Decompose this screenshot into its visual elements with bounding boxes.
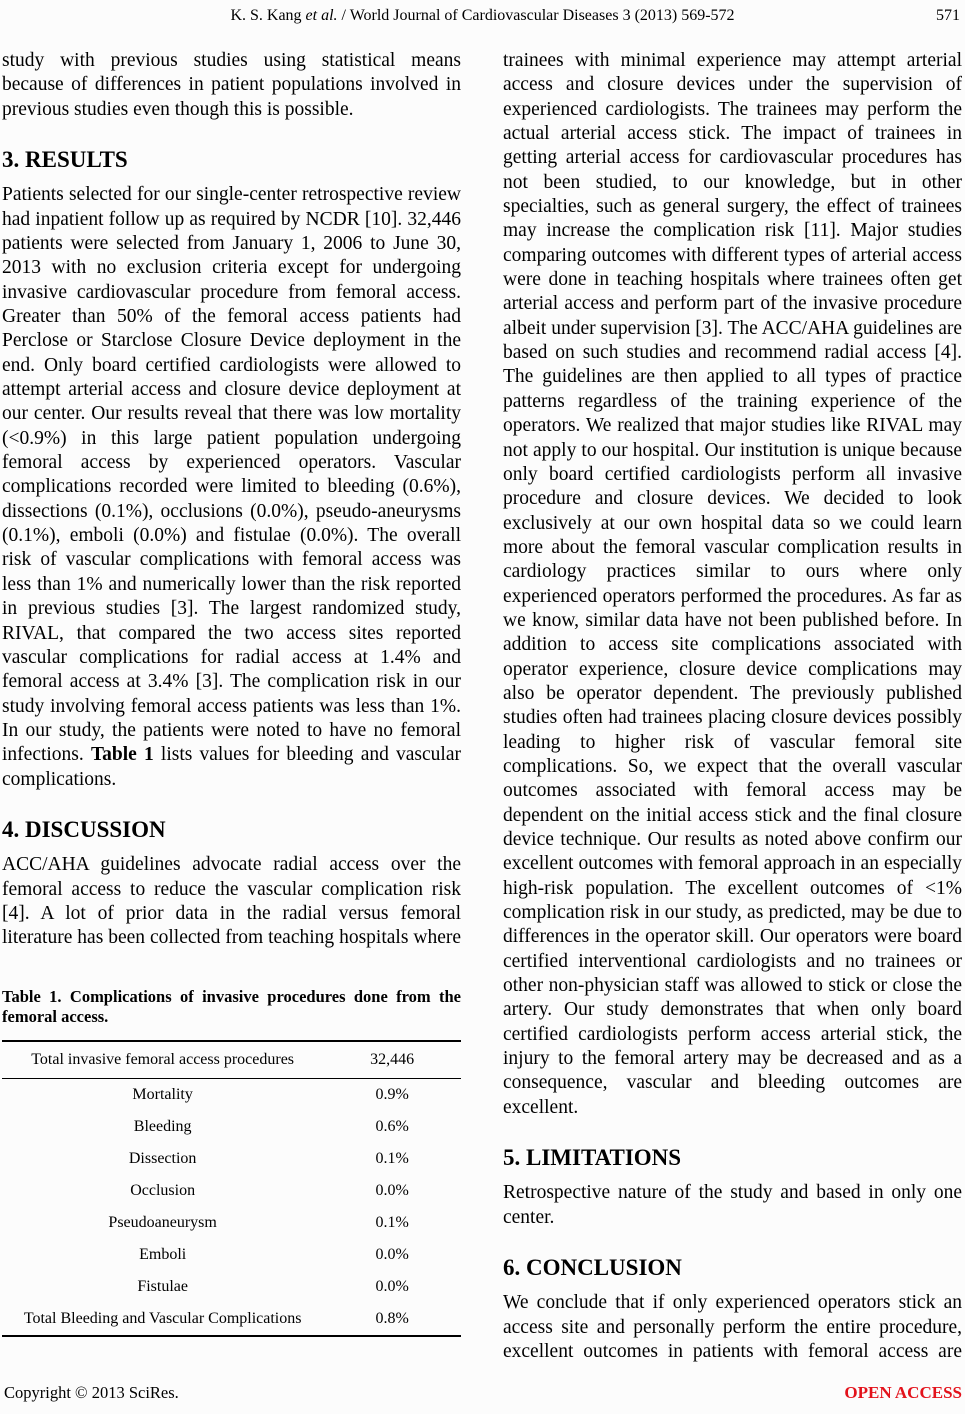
right-column xyxy=(503,49,962,1364)
table-row xyxy=(2,1207,461,1239)
complication-value-cell: 0.0% xyxy=(375,1245,409,1263)
table-row xyxy=(2,1175,461,1207)
limitations-heading: 5. LIMITATIONS xyxy=(503,1145,682,1171)
complication-label-cell: Dissection xyxy=(128,1149,197,1167)
running-title-journal: / World Journal of Cardiovascular Diseases 3 (2013) 569-572 xyxy=(337,7,735,24)
table-1-caption: Table 1. Complications of invasive procedures done from the femoral access. xyxy=(2,986,461,1026)
complication-value-cell: 0.8% xyxy=(375,1309,409,1327)
complications-table xyxy=(2,1040,461,1337)
complication-value-cell: 0.0% xyxy=(375,1277,409,1295)
copyright-notice: Copyright © 2013 SciRes. xyxy=(4,1383,179,1402)
table-row xyxy=(2,1271,461,1303)
open-access-label: OPEN ACCESS xyxy=(844,1383,962,1402)
complication-label-cell: Pseudoaneurysm xyxy=(108,1213,217,1231)
complication-label-cell: Bleeding xyxy=(133,1117,192,1135)
two-column-body xyxy=(0,49,965,1364)
left-column xyxy=(2,49,461,1364)
complication-label-cell: Occlusion xyxy=(130,1181,196,1199)
page-number: 571 xyxy=(936,7,960,24)
table-row xyxy=(2,1041,461,1079)
complication-value-cell: 32,446 xyxy=(323,1041,461,1079)
complication-value-cell: 0.1% xyxy=(375,1213,409,1231)
complication-label-cell: Total invasive femoral access procedures xyxy=(2,1041,323,1079)
complication-value-cell: 0.9% xyxy=(375,1085,409,1103)
running-title-authors: K. S. Kang xyxy=(230,7,306,24)
table-row xyxy=(2,1303,461,1336)
results-paragraph xyxy=(2,183,461,792)
discussion-paragraph: ACC/AHA guidelines advocate radial access over the femoral access to reduce the vascular complication risk [4]. A lot of prior data in the radial versus femoral literature has been collected from teaching hospitals where xyxy=(2,854,461,949)
results-text-1: Patients selected for our single-center retrospective review had inpatient follow up as required by NCDR [10]. 32,446 patients were selected from January 1, 2006 to June 30, 2013 with no exclusion criteria except for undergoing invasive cardiovascular procedure from femoral access. Greater than 50% of the femoral access patients had Perclose or Starclose Closure Device deployment in the end. Only board certified cardiologists were allowed to attempt arterial access and closure device deployment at our center. Our results reveal that there was low mortality (<0.9%) in this large patient population undergoing femoral access by experienced operators. Vascular complications recorded were limited to bleeding (0.6%), dissections (0.1%), occlusions (0.0%), pseudo-aneurysms (0.1%), emboli (0.0%) and fistulae (0.0%). The overall risk of vascular complications with femoral access was less than 1% and numerically lower than the risk reported in previous studies [3]. The largest randomized study, RIVAL, that compared the two access sites reported vascular complications for radial access at 1.4% and femoral access at 3.4% [3]. The complication risk in our study involving femoral access patients was less than 1%. In our study, the patients were noted to have no femoral infections. xyxy=(2,184,461,766)
running-title-etal: et al. xyxy=(305,7,338,24)
results-heading: 3. RESULTS xyxy=(2,147,128,173)
table-row xyxy=(2,1111,461,1143)
complication-label-cell: Mortality xyxy=(132,1085,193,1103)
running-title xyxy=(230,7,734,24)
conclusion-paragraph: We conclude that if only experienced operators stick an access site and personally perform the entire procedure, excellent outcomes in patients with femoral access are xyxy=(503,1292,962,1363)
complication-value-cell: 0.0% xyxy=(375,1181,409,1199)
results-text-2: lists values for bleeding and vascular complications. xyxy=(2,744,461,790)
conclusion-heading: 6. CONCLUSION xyxy=(503,1255,682,1281)
table-1-reference: Table 1 xyxy=(90,744,154,766)
complication-label-cell: Total Bleeding and Vascular Complications xyxy=(23,1309,302,1327)
carryover-paragraph: study with previous studies using statistical means because of differences in patient populations involved in previous studies even though this is possible. xyxy=(2,50,461,120)
discussion-heading: 4. DISCUSSION xyxy=(2,816,166,842)
discussion-continued-paragraph: trainees with minimal experience may attempt arterial access and closure devices under the supervision of experienced cardiologists. The trainees may perform the actual arterial access stick. The impact of trainees in getting arterial access for cardiovascular procedures has not been studied, to our knowledge, but in other specialties, such as general surgery, the effect of trainees may increase the complication risk [11]. Major studies comparing outcomes with different types of arterial access were done in teaching hospitals where trainees often get arterial access and perform part of the invasive procedure albeit under supervision [3]. The ACC/AHA guidelines are based on such studies and recommend radial access [4]. The guidelines are then applied to all types of practice patterns regardless of the training experience of the operators. We realized that major studies like RIVAL may not apply to our hospital. Our institution is unique because only board certified cardiologists perform all invasive procedure and closure devices. We decided to look exclusively at our own hospital data so we could learn more about the femoral vascular complication results in cardiology practices similar to ours where only experienced operators performed the procedures. As far as we know, similar data have not been published before. In addition to access site complications associated with operator experience, closure device complications may also be operator dependent. The previously published studies often had trainees placing closure devices possibly leading to higher risk of vascular femoral site complications. So, we expect that the overall vascular outcomes associated with femoral access may be dependent on the initial access stick and the final closure device technique. Our results as noted above confirm our excellent outcomes with femoral approach in an especially high-risk population. The excellent outcomes of <1% complication risk in our study, as predicted, may be due to differences in the operator skill. Our operators were board certified interventional cardiologists and no trainees or other non-physician staff was allowed to stick or close the artery. Our study demonstrates that when only board certified cardiologists perform access arterial stick, the injury to the femoral artery may be decreased and as a consequence, vascular and bleeding outcomes are excellent. xyxy=(503,50,962,1118)
running-header xyxy=(0,0,965,29)
complication-label-cell: Emboli xyxy=(139,1245,187,1263)
complication-value-cell: 0.6% xyxy=(375,1117,409,1135)
complication-label-cell: Fistulae xyxy=(137,1277,188,1295)
table-row xyxy=(2,1143,461,1175)
complication-value-cell: 0.1% xyxy=(375,1149,409,1167)
table-row xyxy=(2,1239,461,1271)
limitations-paragraph: Retrospective nature of the study and based in only one center. xyxy=(503,1182,962,1228)
table-row xyxy=(2,1078,461,1111)
